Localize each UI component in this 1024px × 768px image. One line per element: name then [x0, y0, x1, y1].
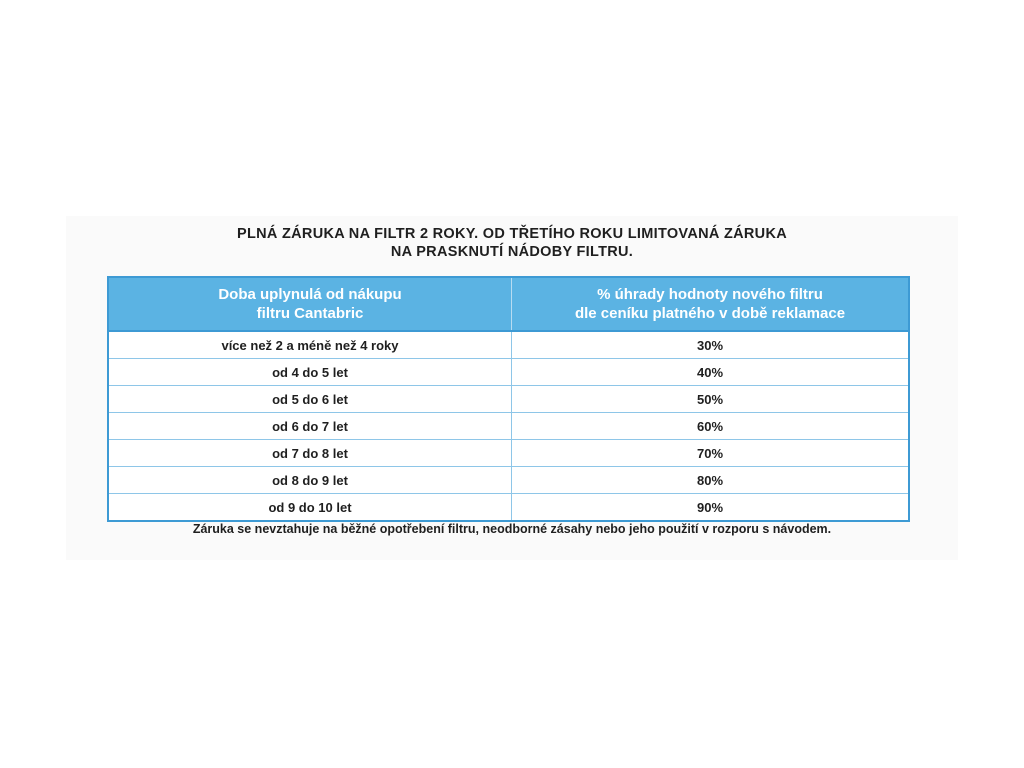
warranty-table — [107, 276, 910, 522]
table-row — [108, 359, 909, 386]
cell-period: od 7 do 8 let — [108, 440, 512, 467]
warranty-heading — [0, 225, 1024, 261]
cell-period: od 8 do 9 let — [108, 467, 512, 494]
cell-percent: 30% — [512, 331, 910, 359]
heading-line-1: PLNÁ ZÁRUKA NA FILTR 2 ROKY. OD TŘETÍHO ROKU LIMITOVANÁ ZÁRUKA — [237, 226, 787, 242]
cell-percent: 60% — [512, 413, 910, 440]
table-row — [108, 386, 909, 413]
table-header-row — [108, 277, 909, 331]
table-row — [108, 413, 909, 440]
header-period — [108, 277, 512, 331]
warranty-footnote: Záruka se nevztahuje na běžné opotřebení filtru, neodborné zásahy nebo jeho použití v rozporu s návodem. — [192, 522, 832, 536]
cell-percent: 70% — [512, 440, 910, 467]
cell-percent: 90% — [512, 494, 910, 522]
table-row — [108, 331, 909, 359]
cell-period: více než 2 a méně než 4 roky — [108, 331, 512, 359]
cell-period: od 4 do 5 let — [108, 359, 512, 386]
table-row — [108, 467, 909, 494]
header-percent — [512, 277, 910, 331]
cell-period: od 9 do 10 let — [108, 494, 512, 522]
table-row — [108, 440, 909, 467]
heading-line-2: NA PRASKNUTÍ NÁDOBY FILTRU. — [390, 244, 634, 260]
cell-period: od 5 do 6 let — [108, 386, 512, 413]
cell-percent: 50% — [512, 386, 910, 413]
header-percent-line-1: % úhrady hodnoty nového filtru — [597, 286, 823, 303]
header-percent-line-2: dle ceníku platného v době reklamace — [574, 305, 846, 322]
cell-percent: 40% — [512, 359, 910, 386]
cell-percent: 80% — [512, 467, 910, 494]
header-period-line-2: filtru Cantabric — [256, 305, 364, 322]
table-row — [108, 494, 909, 522]
cell-period: od 6 do 7 let — [108, 413, 512, 440]
header-period-line-1: Doba uplynulá od nákupu — [218, 286, 402, 303]
